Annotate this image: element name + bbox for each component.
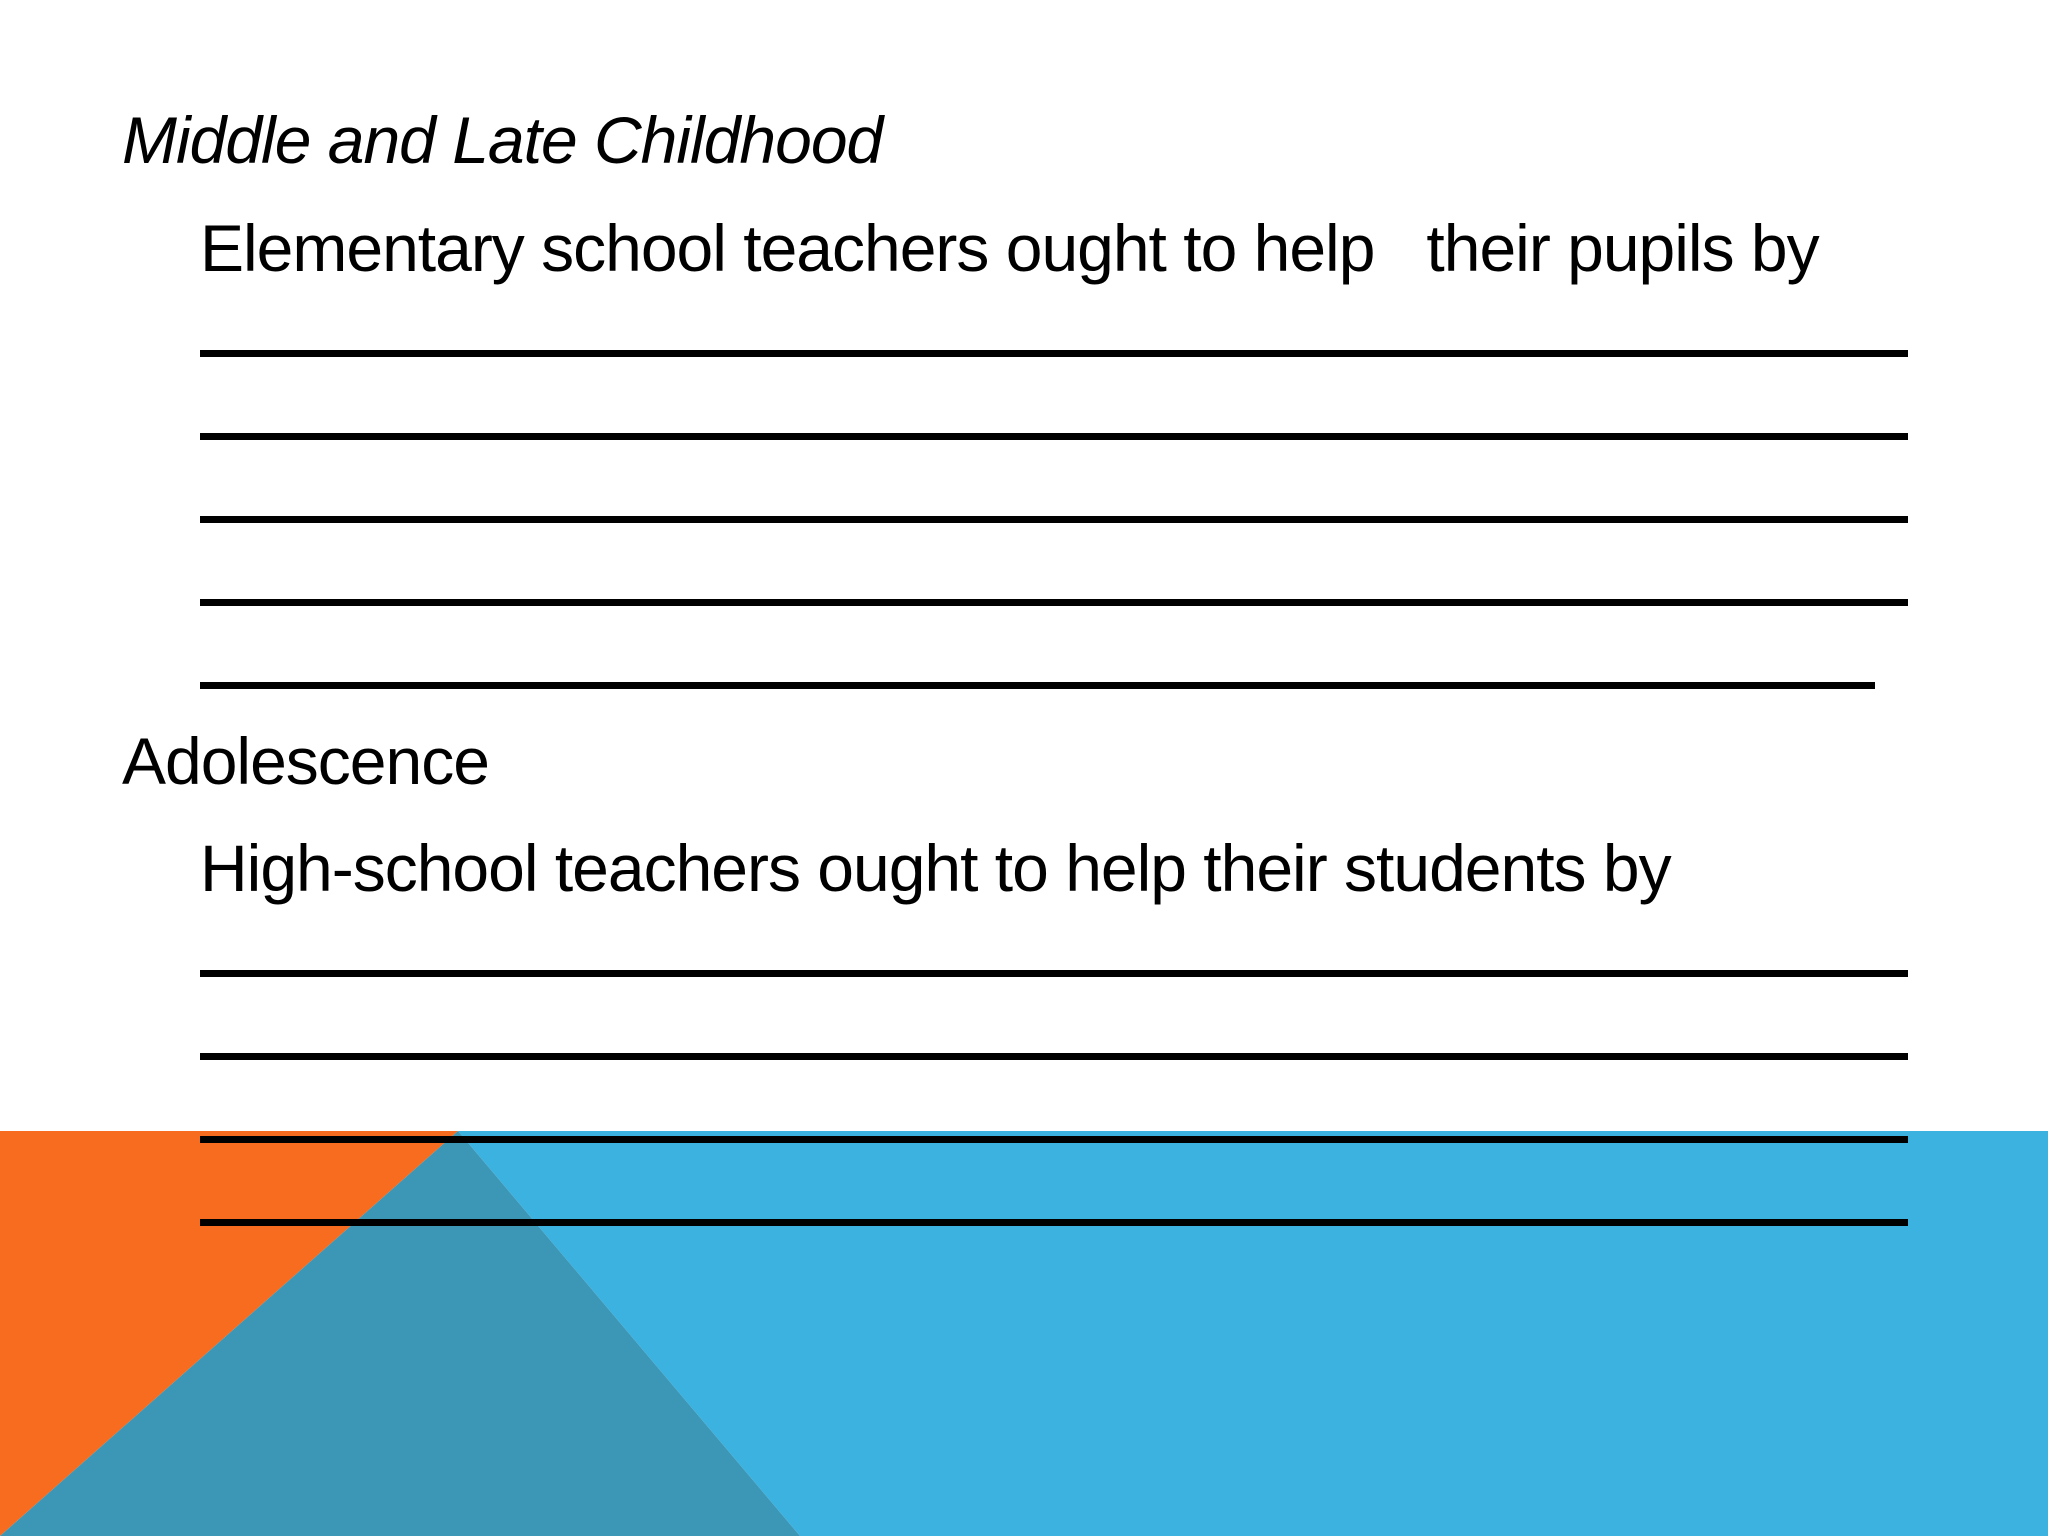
section-heading-middle-childhood: Middle and Late Childhood: [122, 103, 883, 177]
answer-line[interactable]: [200, 1053, 1908, 1060]
answer-line[interactable]: [200, 970, 1908, 977]
answer-line[interactable]: [200, 516, 1908, 523]
answer-line[interactable]: [200, 1136, 1908, 1143]
answer-line[interactable]: [200, 1219, 1908, 1226]
answer-line[interactable]: [200, 599, 1908, 606]
prompt-elementary-teachers: Elementary school teachers ought to help their pupils by: [200, 211, 1819, 285]
answer-line[interactable]: [200, 433, 1908, 440]
answer-line[interactable]: [200, 350, 1908, 357]
section-heading-adolescence: Adolescence: [122, 724, 489, 798]
prompt-high-school-teachers: High-school teachers ought to help their students by: [200, 831, 1671, 905]
answer-line[interactable]: [200, 682, 1875, 689]
